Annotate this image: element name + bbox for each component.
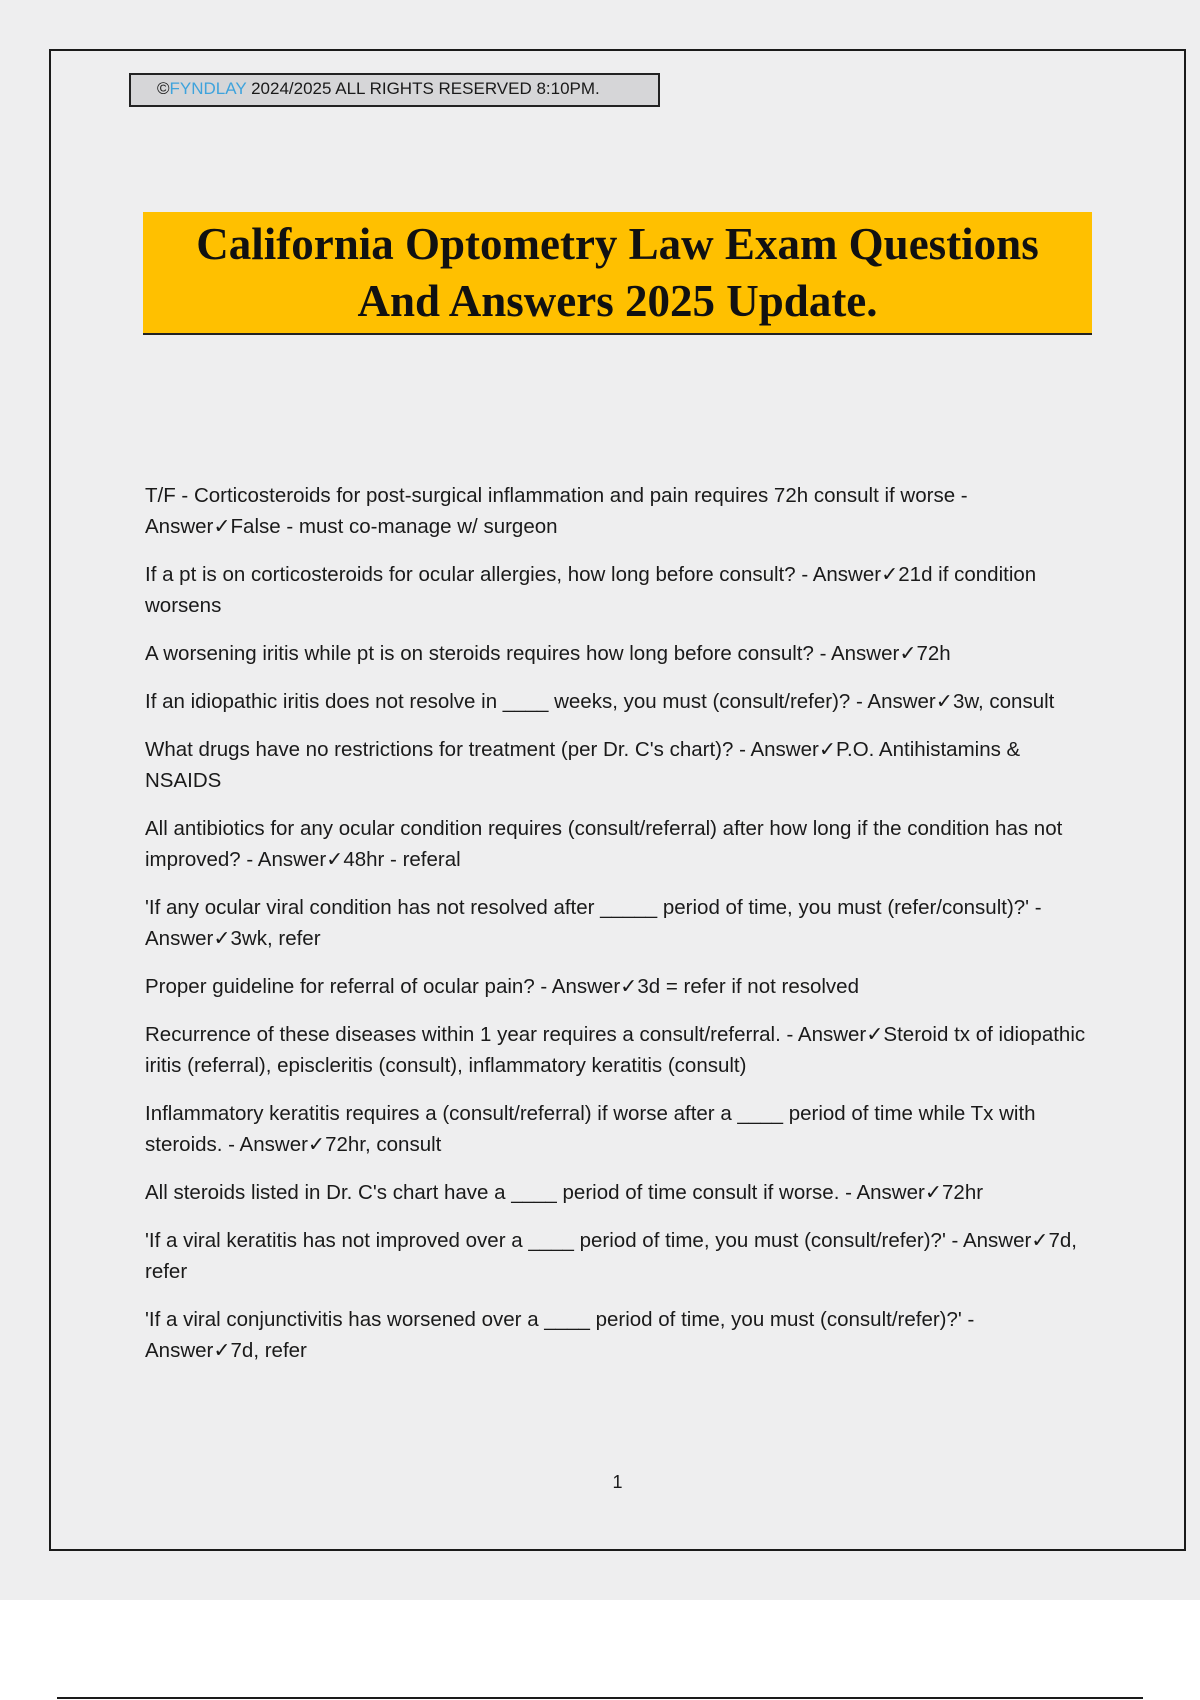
copyright-header [129,73,660,107]
brand-name: FYNDLAY [169,79,247,98]
copyright-text: 2024/2025 ALL RIGHTS RESERVED 8:10PM. [246,79,600,98]
qa-item: Recurrence of these diseases within 1 year requires a consult/referral. - Answer✓Steroid tx of idiopathic iritis (referral), episcleritis (consult), inflammatory keratitis (consult) [145,1023,1086,1077]
document-title [196,216,1038,330]
qa-item: A worsening iritis while pt is on steroids requires how long before consult? - Answer✓72h [145,642,951,665]
qa-item: Proper guideline for referral of ocular pain? - Answer✓3d = refer if not resolved [145,975,859,998]
title-line-2: And Answers 2025 Update. [357,275,878,326]
qa-item: If a pt is on corticosteroids for ocular allergies, how long before consult? - Answer✓21d if condition worsens [145,563,1037,617]
page-number: 1 [612,1472,623,1492]
qa-item: T/F - Corticosteroids for post-surgical inflammation and pain requires 72h consult if worse - Answer✓False - must co-manage w/ surgeon [145,484,968,538]
bottom-divider [57,1697,1143,1699]
copyright-symbol: © [157,79,170,98]
qa-item: 'If a viral keratitis has not improved over a ____ period of time, you must (consult/refer)?' - Answer✓7d, refer [145,1229,1077,1283]
title-line-1: California Optometry Law Exam Questions [196,218,1039,269]
qa-item: 'If any ocular viral condition has not resolved after _____ period of time, you must (refer/consult)?' - Answer✓3wk, refer [145,896,1042,950]
qa-item: What drugs have no restrictions for treatment (per Dr. C's chart)? - Answer✓P.O. Antihistamins & NSAIDS [145,738,1021,792]
qa-item: If an idiopathic iritis does not resolve in ____ weeks, you must (consult/refer)? - Answer✓3w, consult [145,690,1055,713]
qa-item: All antibiotics for any ocular condition requires (consult/referral) after how long if the condition has not improved? - Answer✓48hr - referal [145,817,1063,871]
qa-item: All steroids listed in Dr. C's chart have a ____ period of time consult if worse. - Answer✓72hr [145,1181,984,1204]
title-banner [143,212,1092,335]
qa-item: 'If a viral conjunctivitis has worsened over a ____ period of time, you must (consult/refer)?' - Answer✓7d, refer [145,1308,975,1362]
qa-list [145,480,1090,1383]
qa-item: Inflammatory keratitis requires a (consult/referral) if worse after a ____ period of time while Tx with steroids. - Answer✓72hr, consult [145,1102,1036,1156]
